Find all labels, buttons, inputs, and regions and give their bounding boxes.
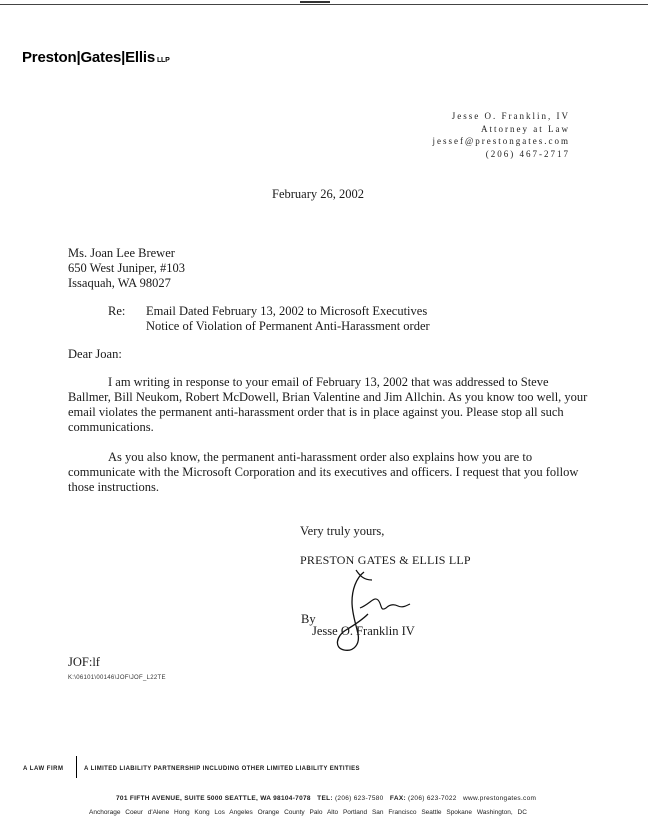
typist-initials: JOF:lf [68,655,100,669]
re-label: Re: [108,304,126,318]
top-rule [0,4,648,5]
re-subject [146,304,430,334]
recipient-street: 650 West Juniper, #103 [68,261,186,275]
body-paragraph-1: I am writing in response to your email of February 13, 2002 that was addressed to Steve Ballmer, Bill Neukom, Robert McDowell, Brian Valentine and Jim Allchin. As you know too well, your email violates the permanent anti-harassment order that is in place against you. Please stop all such communications. [68,375,588,434]
signer-name: Jesse O. Franklin IV [312,624,415,638]
letterhead-suffix: LLP [156,57,170,64]
sender-title: Attorney at Law [481,123,570,134]
footer-fax-label: FAX: [389,795,406,802]
footer-partnership: A LIMITED LIABILITY PARTNERSHIP INCLUDING OTHER LIMITED LIABILITY ENTITIES [84,766,360,772]
re-line-2: Notice of Violation of Permanent Anti-Harassment order [146,319,430,333]
sender-block [432,110,570,160]
recipient-block [68,246,185,291]
salutation: Dear Joan: [68,347,122,361]
recipient-name: Ms. Joan Lee Brewer [68,246,175,260]
recipient-city: Issaquah, WA 98027 [68,276,171,290]
handwritten-signature [326,568,416,658]
footer-web: www.prestongates.com [463,795,537,802]
footer-cities: Anchorage Coeur d'Alene Hong Kong Los Angeles Orange County Palo Alto Portland San Francisco Seattle Spokane Washington, DC [89,809,527,816]
footer-address: 701 FIFTH AVENUE, SUITE 5000 SEATTLE, WA 98104-7078 [116,795,311,802]
sender-name: Jesse O. Franklin, IV [451,111,570,121]
re-line-1: Email Dated February 13, 2002 to Microsoft Executives [146,304,428,318]
sender-phone: (206) 467-2717 [485,148,570,159]
sender-email: jessef@prestongates.com [432,136,570,146]
footer-tel: (206) 623-7580 [334,795,384,802]
letterhead-logo [22,49,170,66]
closing-firm: PRESTON GATES & ELLIS LLP [300,553,471,567]
by-label: By [301,612,316,626]
letter-date: February 26, 2002 [272,187,364,201]
body-paragraph-2: As you also know, the permanent anti-harassment order also explains how you are to communicate with the Microsoft Corporation and its executives and officers. I request that you follow those instructions. [68,450,579,494]
footer-law-firm: A LAW FIRM [23,766,64,772]
valediction: Very truly yours, [300,524,385,538]
footer-tel-label: TEL: [317,795,333,802]
letterhead-firm: Preston|Gates|Ellis [22,49,155,66]
footer-divider [76,756,77,778]
document-id: K:\06101\00146\JOF\JOF_L22TE [68,675,166,681]
top-mark [300,1,330,3]
footer-fax: (206) 623-7022 [408,795,457,802]
footer-address-line [116,795,536,802]
